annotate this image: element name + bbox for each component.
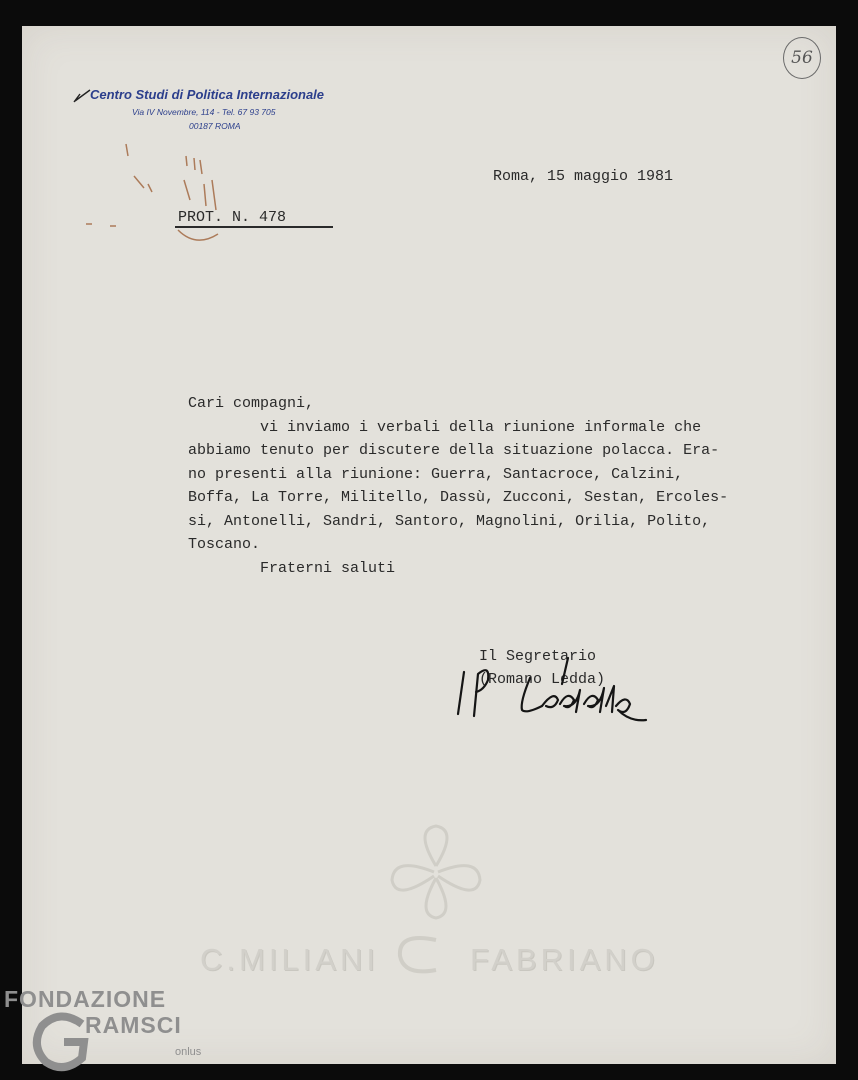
paper-watermark-left: C.MILIANI xyxy=(200,942,379,977)
archive-logo-line3: onlus xyxy=(175,1046,202,1058)
paper-watermark-right: FABRIANO xyxy=(470,942,659,977)
paper-watermark-c xyxy=(394,930,444,980)
body-line: Cari compagni, xyxy=(188,395,315,412)
signature-name: (Romano Ledda) xyxy=(479,671,606,688)
body-line: Fraterni saluti xyxy=(188,559,396,577)
archive-number-stamp xyxy=(783,37,821,79)
archive-number: 56 xyxy=(791,48,813,68)
archive-logo-line2: RAMSCI xyxy=(85,1012,182,1038)
rust-stain-mark xyxy=(86,140,236,252)
signature-title: Il Segretario xyxy=(479,648,597,665)
body-line: abbiamo tenuto per discutere della situazione polacca. Era- xyxy=(188,442,720,459)
letterhead-name: Centro Studi di Politica Internazionale xyxy=(90,87,325,102)
body-line: vi inviamo i verbali della riunione informale che xyxy=(188,418,702,436)
archive-logo-line1: FONDAZIONE xyxy=(4,986,167,1012)
body-line: Boffa, La Torre, Militello, Dassù, Zucconi, Sestan, Ercoles- xyxy=(188,489,729,506)
archive-logo-g-icon xyxy=(32,1010,92,1072)
body-line: si, Antonelli, Sandri, Santoro, Magnolini, Orilia, Polito, xyxy=(188,512,711,530)
letterhead-city: 00187 ROMA xyxy=(189,121,241,131)
protocol-number: PROT. N. 478 xyxy=(178,209,287,226)
handwritten-signature xyxy=(450,650,660,730)
pen-tick-icon xyxy=(72,86,92,106)
date-line: Roma, 15 maggio 1981 xyxy=(493,168,674,185)
body-line: Toscano. xyxy=(188,536,261,553)
letter-body xyxy=(188,392,728,580)
protocol-underline xyxy=(175,226,333,228)
body-line: no presenti alla riunione: Guerra, Santacroce, Calzini, xyxy=(188,465,684,483)
letterhead-address: Via IV Novembre, 114 - Tel. 67 93 705 xyxy=(132,107,276,117)
paper-watermark-clover xyxy=(386,822,486,946)
